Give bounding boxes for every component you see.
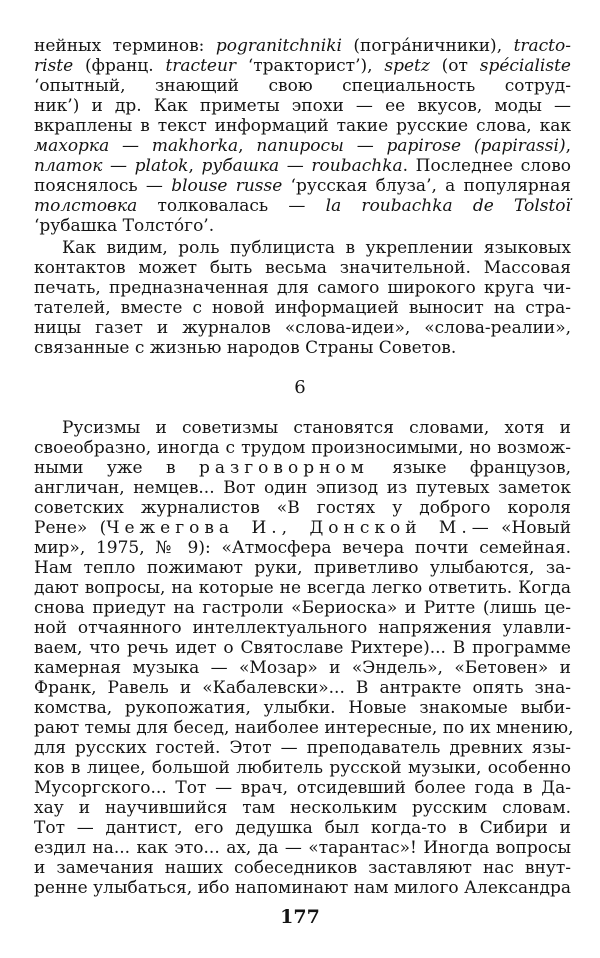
text-segment: англичан, немцев... Вот один эпизод из путевых заметок bbox=[34, 478, 571, 498]
text-segment: tracteur bbox=[165, 56, 237, 76]
text-segment: . Последнее слово bbox=[402, 156, 572, 176]
text-segment: Тот — дантист, его дедушка был когда-то в Сибири и bbox=[34, 818, 571, 838]
text-line bbox=[62, 418, 571, 438]
text-segment: Русизмы и советизмы становятся словами, хотя и bbox=[62, 418, 571, 438]
text-segment: ными уже в bbox=[34, 458, 199, 478]
text-segment: махорка — makhorka bbox=[34, 136, 239, 156]
text-line bbox=[34, 878, 571, 898]
text-segment: платок — platok bbox=[34, 156, 189, 176]
text-line bbox=[34, 498, 571, 518]
text-line bbox=[34, 738, 571, 758]
text-segment: (от bbox=[429, 56, 480, 76]
text-line bbox=[34, 36, 571, 56]
text-line bbox=[34, 156, 571, 176]
text-segment: ‘рубашка Толсто́го’. bbox=[34, 216, 215, 236]
text-line bbox=[34, 718, 574, 738]
text-segment: вкраплены в текст информаций такие русские слова, как bbox=[34, 116, 571, 136]
text-segment: своеобразно, иногда с трудом произносимыми, но возмож- bbox=[34, 438, 571, 458]
text-line bbox=[34, 298, 571, 318]
text-line bbox=[34, 818, 571, 838]
text-segment: Нам тепло пожимают руки, приветливо улыбаются, за- bbox=[34, 558, 571, 578]
text-line bbox=[34, 538, 571, 558]
text-segment: Франк, Равель и «Кабалевски»... В антракте опять зна- bbox=[34, 678, 571, 698]
text-line bbox=[34, 258, 571, 278]
text-line bbox=[34, 618, 571, 638]
text-line bbox=[34, 116, 571, 136]
text-segment: Как видим, роль публициста в укреплении языковых bbox=[62, 238, 571, 258]
text-segment: снова приедут на гастроли «Бериоска» и Ритте (лишь це- bbox=[34, 598, 571, 618]
text-segment: (франц. bbox=[73, 56, 166, 76]
text-line bbox=[34, 338, 571, 358]
text-line bbox=[34, 838, 571, 858]
text-line bbox=[34, 278, 571, 298]
text-segment: , bbox=[188, 156, 202, 176]
text-line bbox=[34, 518, 571, 538]
text-line bbox=[34, 136, 571, 156]
text-line bbox=[34, 458, 571, 478]
text-segment: riste bbox=[34, 56, 74, 76]
text-line bbox=[34, 478, 571, 498]
text-segment: ной отчаянного интеллектуального напряжения улавли- bbox=[34, 618, 571, 638]
text-segment: советских журналистов «В гостях у доброго короля bbox=[34, 498, 571, 518]
text-segment: тателей, вместе с новой информацией выносит на стра- bbox=[34, 298, 571, 318]
text-segment: spécialiste bbox=[479, 56, 571, 76]
text-line bbox=[34, 56, 571, 76]
text-segment: контактов может быть весьма значительной. Массовая bbox=[34, 258, 571, 278]
text-segment: рают темы для бесед, наиболее интересные, по их мнению, bbox=[34, 718, 574, 738]
text-line bbox=[34, 758, 571, 778]
text-segment: Чежегова И., Донской М. bbox=[106, 518, 472, 538]
text-segment: ездил на... как это... ах, да — «тарантас»! Иногда вопросы bbox=[34, 838, 571, 858]
text-line bbox=[34, 96, 571, 116]
text-segment: камерная музыка — «Мозар» и «Эндель», «Бетовен» и bbox=[34, 658, 571, 678]
text-line bbox=[34, 318, 571, 338]
text-line bbox=[34, 798, 571, 818]
text-segment: для русских гостей. Этот — преподаватель древних язы- bbox=[34, 738, 571, 758]
text-segment: толстовка bbox=[34, 196, 138, 216]
text-line bbox=[34, 598, 571, 618]
text-line bbox=[34, 196, 571, 216]
text-segment: печать, предназначенная для самого широкого круга чи- bbox=[34, 278, 571, 298]
text-segment: комства, рукопожатия, улыбки. Новые знакомые выби- bbox=[34, 698, 571, 718]
text-segment: (погра́ничники), bbox=[341, 36, 514, 56]
text-segment: пояснялось — bbox=[34, 176, 172, 196]
text-segment: папиросы — papirose (papirassi) bbox=[256, 136, 566, 156]
text-segment: , bbox=[565, 136, 571, 156]
text-line bbox=[34, 678, 571, 698]
text-line bbox=[34, 858, 571, 878]
section-number: 6 bbox=[294, 377, 306, 398]
text-line bbox=[34, 638, 571, 658]
text-segment: дают вопросы, на которые не всегда легко ответить. Когда bbox=[34, 578, 571, 598]
text-segment: мир», 1975, № 9): «Атмосфера вечера почти семейная. bbox=[34, 538, 571, 558]
text-segment: ренне улыбаться, ибо напоминают нам милого Александра bbox=[34, 878, 571, 898]
text-line bbox=[34, 578, 571, 598]
text-segment: ‘тракторист’), bbox=[236, 56, 385, 76]
text-line bbox=[34, 658, 571, 678]
page-number: 177 bbox=[280, 906, 320, 928]
text-segment: ницы газет и журналов «слова-идеи», «слова-реалии», bbox=[34, 318, 571, 338]
text-line bbox=[34, 558, 571, 578]
text-segment: толковалась — bbox=[137, 196, 326, 216]
text-line bbox=[34, 778, 571, 798]
text-segment: Мусоргского... Тот — врач, отсидевший более года в Да- bbox=[34, 778, 571, 798]
text-segment: tracto- bbox=[513, 36, 571, 56]
text-segment: ник’) и др. Как приметы эпохи — ее вкусов, моды — bbox=[34, 96, 571, 116]
text-line bbox=[34, 698, 571, 718]
text-line bbox=[34, 216, 571, 236]
text-segment: ‘опытный, знающий свою специальность сотруд- bbox=[34, 76, 571, 96]
text-segment: связанные с жизнью народов Страны Советов. bbox=[34, 338, 457, 358]
text-segment: pogranitchniki bbox=[215, 36, 342, 56]
text-segment: рубашка — roubachka bbox=[201, 156, 403, 176]
text-segment: spetz bbox=[384, 56, 430, 76]
text-segment: — «Новый bbox=[471, 518, 572, 538]
text-line bbox=[34, 438, 571, 458]
text-segment: Рене» ( bbox=[34, 518, 107, 538]
text-segment: blouse russe bbox=[171, 176, 283, 196]
text-segment: разговорном bbox=[198, 458, 369, 478]
text-segment: нейных терминов: bbox=[34, 36, 216, 56]
text-segment: la roubachka de Tolstoï bbox=[325, 196, 571, 216]
text-segment: ваем, что речь идет о Святославе Рихтере)... В программе bbox=[34, 638, 571, 658]
text-segment: языке французов, bbox=[368, 458, 571, 478]
text-segment: , bbox=[238, 136, 257, 156]
text-segment: и замечания наших собеседников заставляют нас внут- bbox=[34, 858, 571, 878]
text-line bbox=[62, 238, 571, 258]
text-segment: хау и научившийся там нескольким русским словам. bbox=[34, 798, 571, 818]
text-segment: ков в лицее, большой любитель русской музыки, особенно bbox=[34, 758, 571, 778]
text-line bbox=[34, 76, 571, 96]
text-line bbox=[34, 176, 571, 196]
text-segment: ‘русская блуза’, а популярная bbox=[282, 176, 572, 196]
